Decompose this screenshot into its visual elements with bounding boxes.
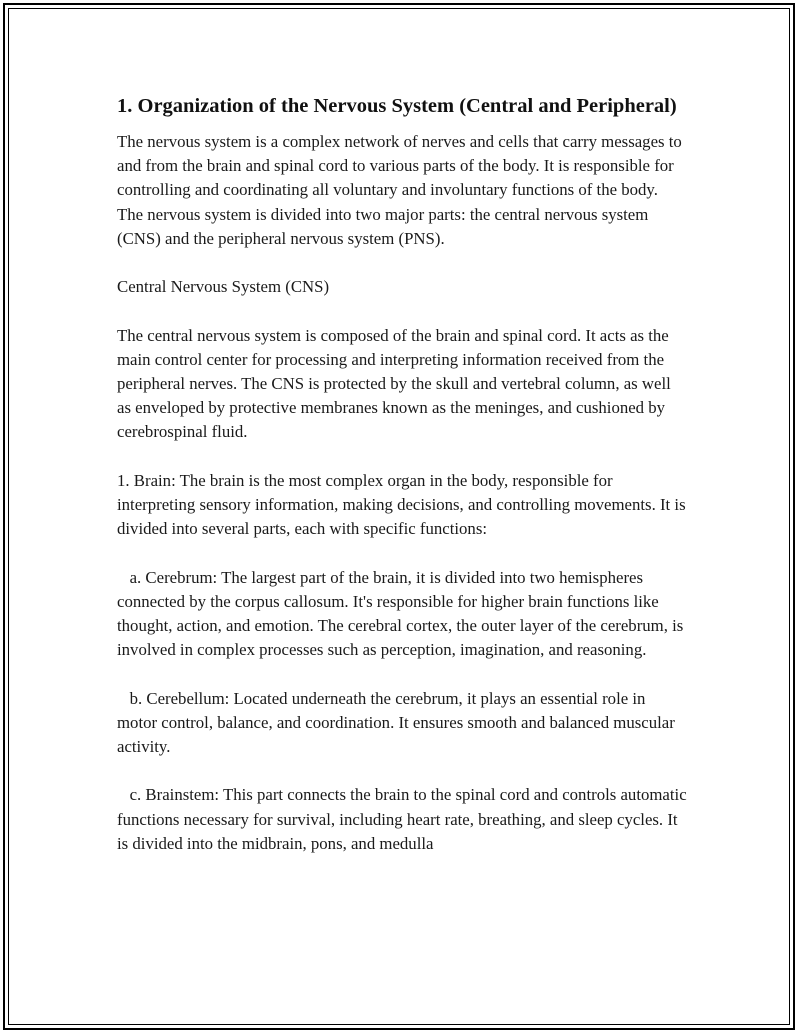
cerebellum-paragraph: b. Cerebellum: Located underneath the cerebrum, it plays an essential role in motor control, balance, and coordination. It ensures smooth and balanced muscular activity. bbox=[117, 688, 680, 756]
intro-paragraph: The nervous system is a complex network of nerves and cells that carry messages to and from the brain and spinal cord to various parts of the body. It is responsible for controlling and coordinating all voluntary and involuntary functions of the body. The nervous system is divided into two major parts: the central nervous system (CNS) and the peripheral nervous system (PNS). bbox=[117, 132, 687, 248]
cerebrum-paragraph: a. Cerebrum: The largest part of the brain, it is divided into two hemispheres connected by the corpus callosum. It's responsible for higher brain functions like thought, action, and emotion. The cerebral cortex, the outer layer of the cerebrum, is involved in complex processes such as perception, imagination, and reasoning. bbox=[117, 567, 688, 660]
brainstem-paragraph: c. Brainstem: This part connects the brain to the spinal cord and controls automatic functions necessary for survival, including heart rate, breathing, and sleep cycles. It is divided into the midbrain, pons, and medulla bbox=[117, 785, 691, 853]
brain-paragraph: 1. Brain: The brain is the most complex organ in the body, responsible for interpreting sensory information, making decisions, and controlling movements. It is divided into several parts, each with specific functions: bbox=[117, 470, 690, 539]
document-body bbox=[117, 92, 691, 880]
section-title: 1. Organization of the Nervous System (Central and Peripheral) bbox=[117, 95, 677, 117]
cns-paragraph: The central nervous system is composed of the brain and spinal cord. It acts as the main control center for processing and interpreting information received from the peripheral nerves. The CNS is protected by the skull and vertebral column, as well as enveloped by protective membranes known as the meninges, and cushioned by cerebrospinal fluid. bbox=[117, 325, 675, 442]
cns-subheading: Central Nervous System (CNS) bbox=[117, 277, 330, 297]
